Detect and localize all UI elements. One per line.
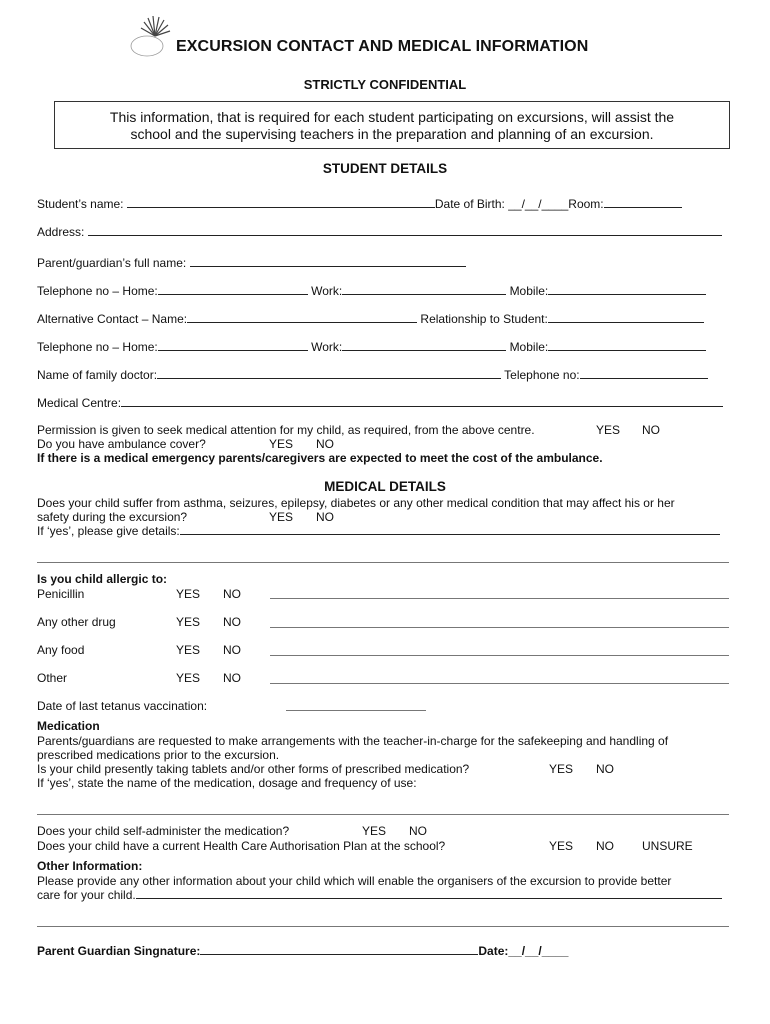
relationship-label: Relationship to Student: <box>420 312 548 326</box>
condition-no[interactable]: NO <box>316 510 334 524</box>
mobile-field-2[interactable] <box>548 340 706 351</box>
parent-row <box>37 256 466 270</box>
student-name-field[interactable] <box>127 197 435 208</box>
phone-row-1 <box>37 284 706 298</box>
student-details-heading: STUDENT DETAILS <box>322 161 448 176</box>
permission-text: Permission is given to seek medical attention for my child, as required, from the above centre. <box>37 423 535 437</box>
medication-heading: Medication <box>37 719 100 733</box>
allergy-heading: Is you child allergic to: <box>37 572 168 586</box>
ambulance-no[interactable]: NO <box>316 437 334 451</box>
other-info-field-2[interactable] <box>37 926 729 927</box>
condition-details-line-2[interactable] <box>37 562 729 563</box>
dob-label: Date of Birth: <box>434 197 505 211</box>
other-yes[interactable]: YES <box>176 671 201 685</box>
phone-row-2 <box>37 340 706 354</box>
mobile-label-2: Mobile: <box>509 340 549 354</box>
alt-contact-label: Alternative Contact – Name: <box>37 312 188 326</box>
work-field-2[interactable] <box>342 340 506 351</box>
food-no[interactable]: NO <box>223 643 241 657</box>
phone-home-field-2[interactable] <box>158 340 308 351</box>
allergy-label-penicillin: Penicillin <box>37 587 85 601</box>
hcap-no[interactable]: NO <box>596 839 614 853</box>
medication-yes[interactable]: YES <box>549 762 574 776</box>
ambulance-note: If there is a medical emergency parents/caregivers are expected to meet the cost of the ambulance. <box>37 451 603 465</box>
student-name-label: Student’s name: <box>37 197 124 211</box>
medication-text-1: Parents/guardians are requested to make arrangements with the teacher-in-charge for the safekeeping and handling of <box>37 734 669 748</box>
doctor-row <box>37 368 708 382</box>
other-drug-details-field[interactable] <box>270 627 729 628</box>
medical-centre-field[interactable] <box>121 396 723 407</box>
condition-question-2: safety during the excursion? <box>37 510 188 524</box>
other-info-heading: Other Information: <box>37 859 143 873</box>
phone-home-label: Telephone no – Home: <box>37 284 158 298</box>
alt-contact-row <box>37 312 704 326</box>
food-details-field[interactable] <box>270 655 729 656</box>
work-label-2: Work: <box>311 340 343 354</box>
food-yes[interactable]: YES <box>176 643 201 657</box>
self-admin-no[interactable]: NO <box>409 824 427 838</box>
doctor-field[interactable] <box>157 368 501 379</box>
other-info-text-2: care for your child. <box>37 888 136 902</box>
condition-yes[interactable]: YES <box>269 510 294 524</box>
penicillin-details-field[interactable] <box>270 598 729 599</box>
hcap-question: Does your child have a current Health Care Authorisation Plan at the school? <box>37 839 446 853</box>
medical-details-heading: MEDICAL DETAILS <box>324 479 446 494</box>
dob-field[interactable]: __/__/____ <box>508 197 569 211</box>
address-field[interactable] <box>88 225 722 236</box>
allergy-label-other-drug: Any other drug <box>37 615 116 629</box>
work-label: Work: <box>311 284 343 298</box>
tetanus-field[interactable] <box>286 710 426 711</box>
mobile-label: Mobile: <box>509 284 549 298</box>
other-details-field[interactable] <box>270 683 729 684</box>
address-label: Address: <box>37 225 85 239</box>
hcap-unsure[interactable]: UNSURE <box>642 839 693 853</box>
signature-label: Parent Guardian Singnature: <box>37 944 201 958</box>
other-drug-no[interactable]: NO <box>223 615 241 629</box>
other-info-row <box>37 888 722 902</box>
student-name-row <box>37 197 682 211</box>
other-no[interactable]: NO <box>223 671 241 685</box>
form-title: EXCURSION CONTACT AND MEDICAL INFORMATION <box>176 38 589 55</box>
permission-yes[interactable]: YES <box>596 423 621 437</box>
condition-details-field[interactable] <box>180 524 720 535</box>
tetanus-label: Date of last tetanus vaccination: <box>37 699 208 713</box>
doctor-phone-label: Telephone no: <box>504 368 580 382</box>
permission-no[interactable]: NO <box>642 423 660 437</box>
signature-row <box>37 944 568 958</box>
doctor-phone-field[interactable] <box>580 368 708 379</box>
parent-name-field[interactable] <box>190 256 466 267</box>
address-row <box>37 225 722 239</box>
room-label: Room: <box>568 197 604 211</box>
other-info-text-1: Please provide any other information about your child which will enable the organisers of the excursion to provide better <box>37 874 672 888</box>
date-field[interactable]: __/__/____ <box>508 944 569 958</box>
medication-question: Is your child presently taking tablets and/or other forms of prescribed medication? <box>37 762 470 776</box>
medication-details-field[interactable] <box>37 814 729 815</box>
mobile-field[interactable] <box>548 284 706 295</box>
other-drug-yes[interactable]: YES <box>176 615 201 629</box>
condition-question-1: Does your child suffer from asthma, seizures, epilepsy, diabetes or any other medical condition that may affect his or her <box>37 496 675 510</box>
self-admin-question: Does your child self-administer the medication? <box>37 824 290 838</box>
penicillin-yes[interactable]: YES <box>176 587 201 601</box>
confidential-label: STRICTLY CONFIDENTIAL <box>303 77 467 92</box>
relationship-field[interactable] <box>548 312 704 323</box>
intro-box <box>54 101 730 149</box>
phone-home-label-2: Telephone no – Home: <box>37 340 158 354</box>
parent-label: Parent/guardian’s full name: <box>37 256 187 270</box>
work-field[interactable] <box>342 284 506 295</box>
ambulance-yes[interactable]: YES <box>269 437 294 451</box>
medication-state-label: If ‘yes’, state the name of the medication, dosage and frequency of use: <box>37 776 417 790</box>
self-admin-yes[interactable]: YES <box>362 824 387 838</box>
medical-centre-label: Medical Centre: <box>37 396 122 410</box>
condition-details-row <box>37 524 720 538</box>
medication-text-2: prescribed medications prior to the excursion. <box>37 748 280 762</box>
ambulance-question: Do you have ambulance cover? <box>37 437 206 451</box>
condition-details-label: If ‘yes’, please give details: <box>37 524 180 538</box>
school-logo <box>115 14 175 58</box>
intro-line-2: school and the supervising teachers in the preparation and planning of an excursion. <box>130 126 654 142</box>
intro-line-1: This information, that is required for each student participating on excursions, will assist the <box>109 109 675 125</box>
allergy-label-food: Any food <box>37 643 85 657</box>
doctor-label: Name of family doctor: <box>37 368 158 382</box>
alt-contact-field[interactable] <box>187 312 417 323</box>
room-field[interactable] <box>604 197 682 208</box>
allergy-label-other: Other <box>37 671 68 685</box>
hcap-yes[interactable]: YES <box>549 839 574 853</box>
other-info-field[interactable] <box>136 888 722 899</box>
medical-centre-row <box>37 396 723 410</box>
signature-field[interactable] <box>200 944 478 955</box>
penicillin-no[interactable]: NO <box>223 587 241 601</box>
date-label: Date: <box>478 944 509 958</box>
medication-no[interactable]: NO <box>596 762 614 776</box>
phone-home-field[interactable] <box>158 284 308 295</box>
